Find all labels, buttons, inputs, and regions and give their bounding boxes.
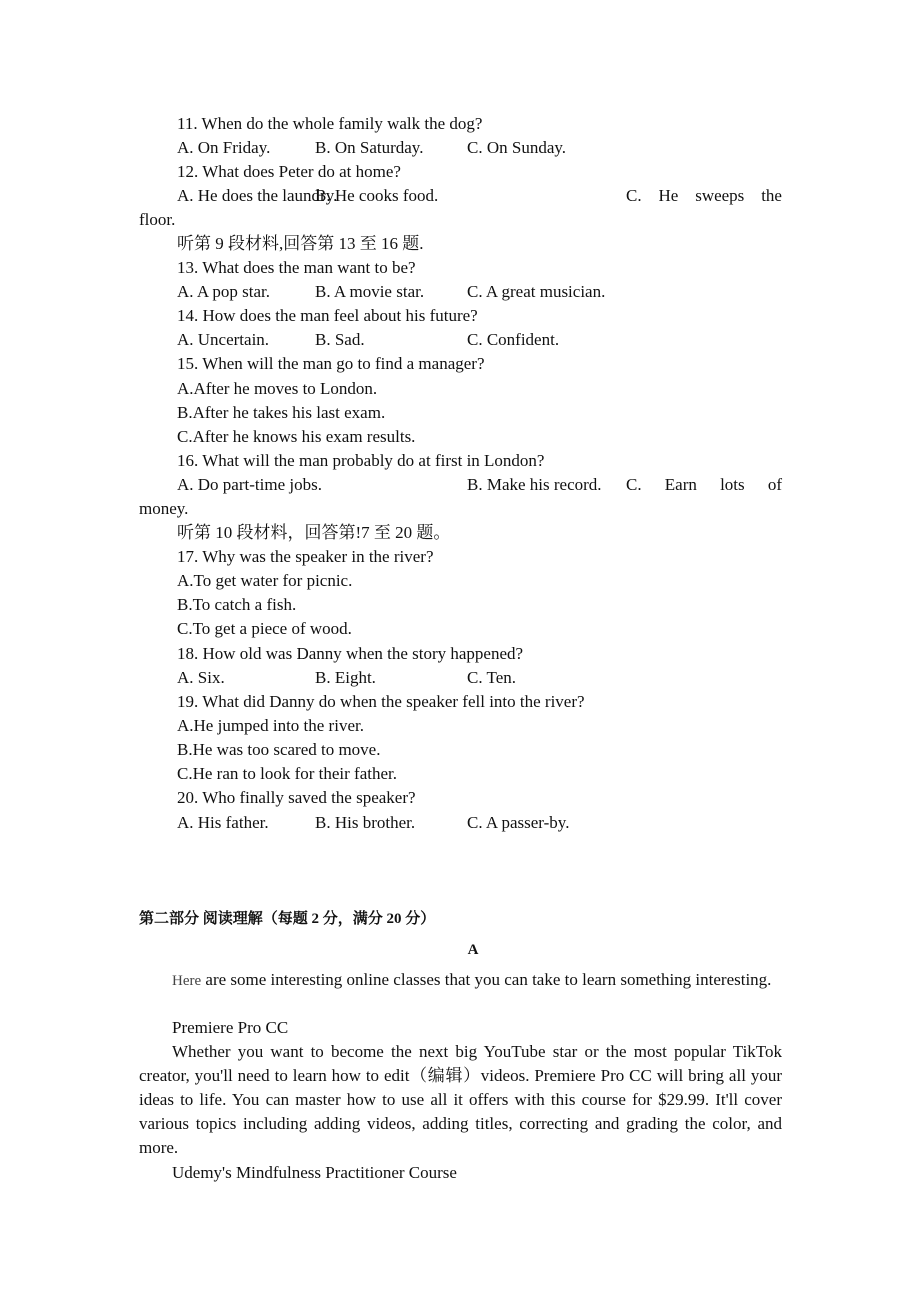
q14-option-c: C. Confident. [467,330,560,349]
q18-option-c: C. Ten. [467,668,517,687]
question-11: 11. When do the whole family walk the dog? [177,114,483,133]
q19-option-c: C.He ran to look for their father. [177,764,397,783]
question-16: 16. What will the man probably do at first in London? [177,451,545,470]
q20-option-c: C. A passer-by. [467,813,570,832]
q15-option-b: B.After he takes his last exam. [177,403,386,422]
intro-here: Here [172,973,202,989]
q11-option-a: A. On Friday. [177,138,271,157]
q13-option-a: A. A pop star. [177,282,271,301]
q16-option-a: A. Do part-time jobs. [177,475,322,494]
q15-option-a: A.After he moves to London. [177,379,378,398]
q12-c-word: the [761,186,782,205]
intro-paragraph [139,968,782,993]
q14-option-a: A. Uncertain. [177,330,270,349]
q11-option-b: B. On Saturday. [315,138,424,157]
course-title-udemy: Udemy's Mindfulness Practitioner Course [172,1163,457,1182]
section-title-reading: 第二部分 阅读理解（每题 2 分，满分 20 分） [139,911,436,927]
q12-option-a: A. He does the laundry. [177,186,338,205]
q20-option-a: A. His father. [177,813,269,832]
q17-option-a: A.To get water for picnic. [177,571,353,590]
q16-c-word: Earn [664,475,697,494]
q16-option-b: B. Make his record. [467,475,602,494]
q18-option-a: A. Six. [177,668,225,687]
q12-c-word: C. [626,186,642,205]
q16-c-word: C. [626,475,642,494]
question-13: 13. What does the man want to be? [177,258,416,277]
instruction-section-10: 听第 10 段材料，回答第!7 至 20 题。 [177,523,451,542]
course-body-premiere: Whether you want to become the next big YouTube star or the most popular TikTok creator, you'll need to learn how to edit（编辑）videos. Premiere Pro CC will bring all your ideas to life. You can master how to use all it offers with this course for $29.99. It'll cover various topics including adding videos, adding titles, correcting and grading the color, and more. [139,1042,782,1157]
q11-option-c: C. On Sunday. [467,138,567,157]
q12-c-word: sweeps [695,186,745,205]
course-title-premiere: Premiere Pro CC [172,1018,289,1037]
q13-option-c: C. A great musician. [467,282,606,301]
question-17: 17. Why was the speaker in the river? [177,547,434,566]
q16-c-word: of [767,475,782,494]
q16-option-c-wrap: money. [139,499,189,518]
q15-option-c: C.After he knows his exam results. [177,427,416,446]
q18-option-b: B. Eight. [315,668,376,687]
q12-c-word: He [658,186,679,205]
passage-label: A [467,942,479,958]
question-19: 19. What did Danny do when the speaker fell into the river? [177,692,585,711]
q19-option-b: B.He was too scared to move. [177,740,381,759]
question-18: 18. How old was Danny when the story happened? [177,644,524,663]
q17-option-c: C.To get a piece of wood. [177,619,352,638]
q12-option-c [626,184,782,208]
q12-option-b: B. He cooks food. [315,186,439,205]
question-14: 14. How does the man feel about his future? [177,306,478,325]
q19-option-a: A.He jumped into the river. [177,716,364,735]
q16-c-word: lots [720,475,745,494]
instruction-section-9: 听第 9 段材料,回答第 13 至 16 题. [177,234,424,253]
q17-option-b: B.To catch a fish. [177,595,297,614]
q14-option-b: B. Sad. [315,330,365,349]
q16-option-c [626,473,782,497]
q13-option-b: B. A movie star. [315,282,425,301]
question-15: 15. When will the man go to find a manager? [177,354,485,373]
q12-option-c-wrap: floor. [139,210,176,229]
question-20: 20. Who finally saved the speaker? [177,788,416,807]
q20-option-b: B. His brother. [315,813,416,832]
intro-rest: are some interesting online classes that you can take to learn something interesting. [201,970,772,989]
question-12: 12. What does Peter do at home? [177,162,401,181]
